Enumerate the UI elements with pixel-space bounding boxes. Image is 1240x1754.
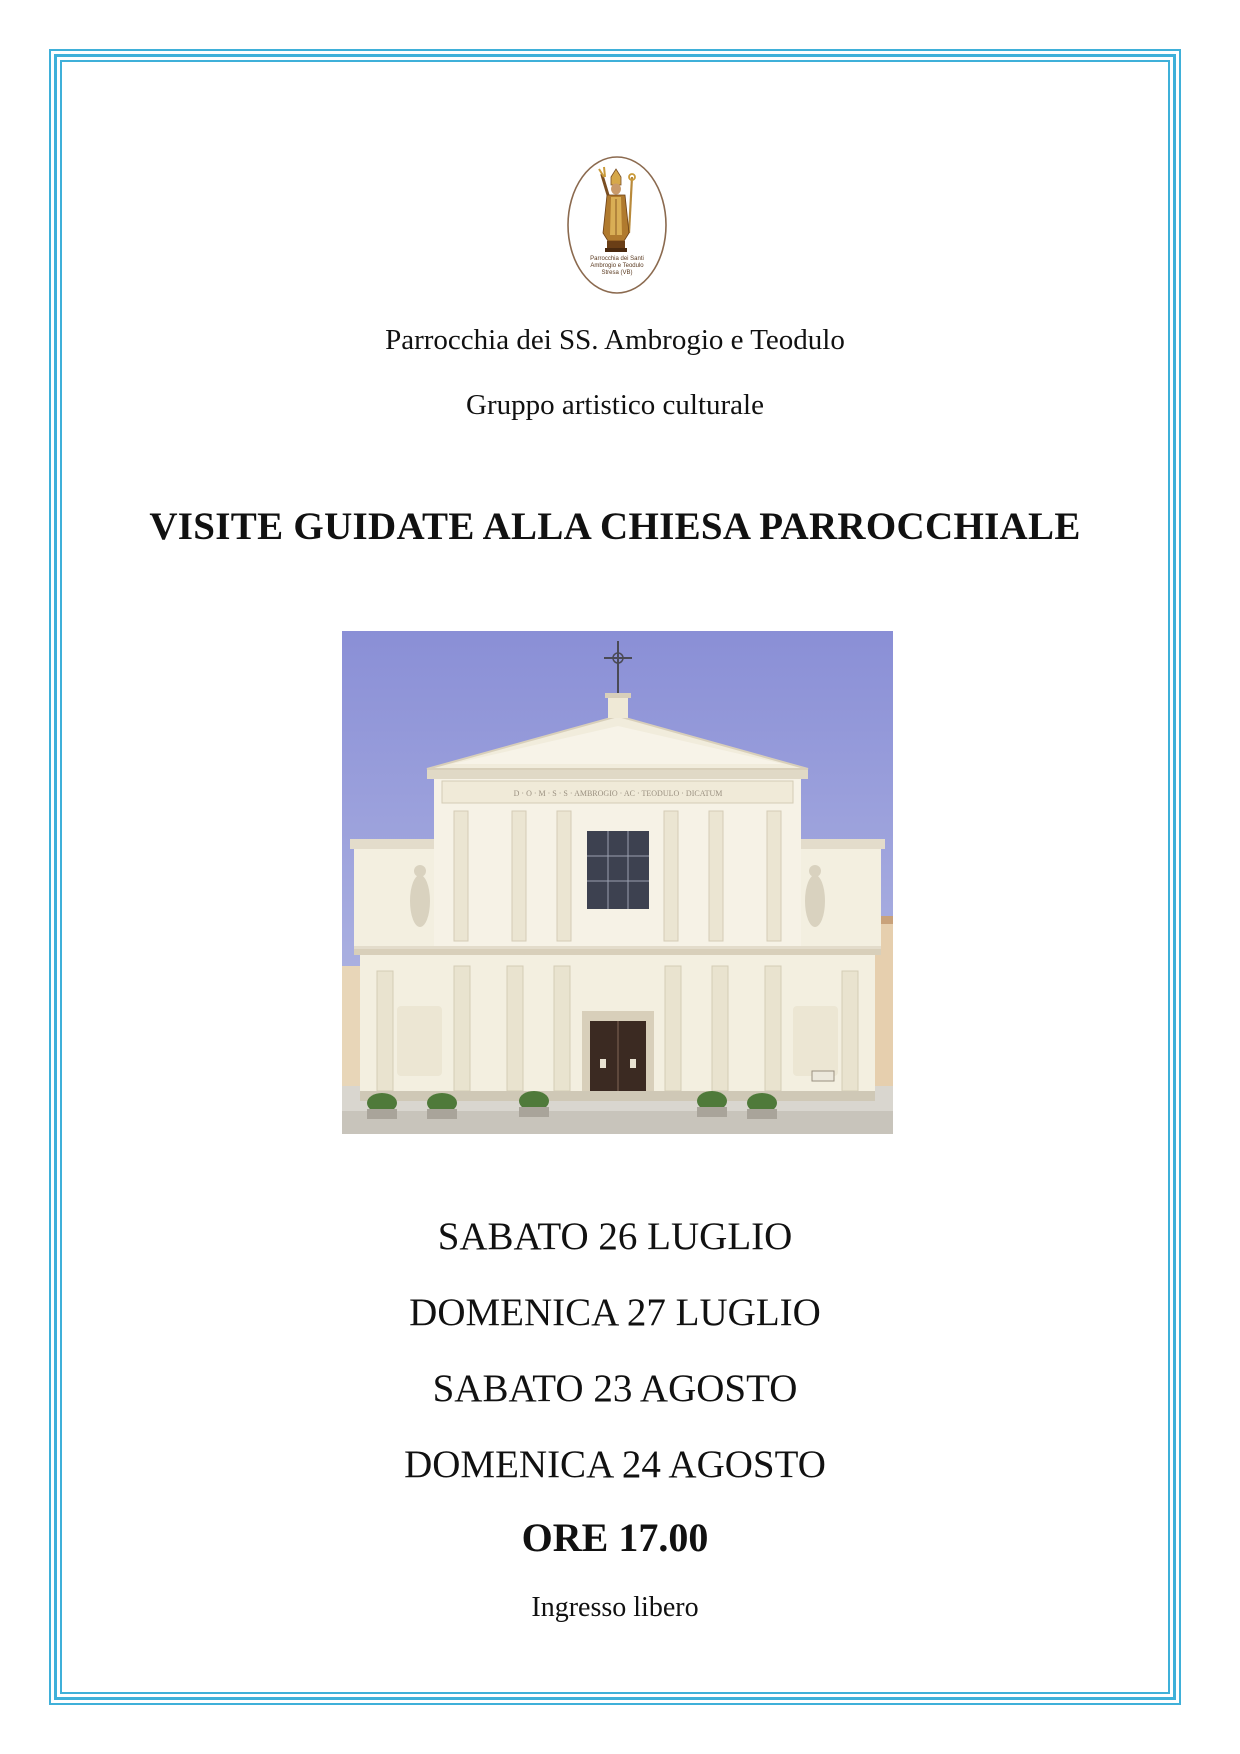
logo-caption-line: Parrocchia dei Santi	[590, 256, 644, 262]
date-line: DOMENICA 24 AGOSTO	[404, 1443, 826, 1486]
logo-caption	[574, 256, 660, 277]
facade-inscription: D · O · M · S · S · AMBROGIO · AC · TEODULO · DICATUM	[513, 789, 723, 798]
event-time: ORE 17.00	[521, 1515, 709, 1560]
date-line: SABATO 26 LUGLIO	[437, 1215, 793, 1258]
logo-caption-line: Stresa (VB)	[601, 270, 633, 276]
parish-name: Parrocchia dei SS. Ambrogio e Teodulo	[385, 324, 845, 356]
date-line: SABATO 23 AGOSTO	[432, 1367, 798, 1410]
church-facade-photo	[342, 631, 893, 1134]
date-line: DOMENICA 27 LUGLIO	[409, 1291, 821, 1334]
page-title: VISITE GUIDATE ALLA CHIESA PARROCCHIALE	[149, 505, 1081, 548]
admission-note: Ingresso libero	[531, 1592, 699, 1623]
logo-caption-line: Ambrogio e Teodulo	[590, 263, 644, 269]
group-name: Gruppo artistico culturale	[466, 389, 764, 421]
